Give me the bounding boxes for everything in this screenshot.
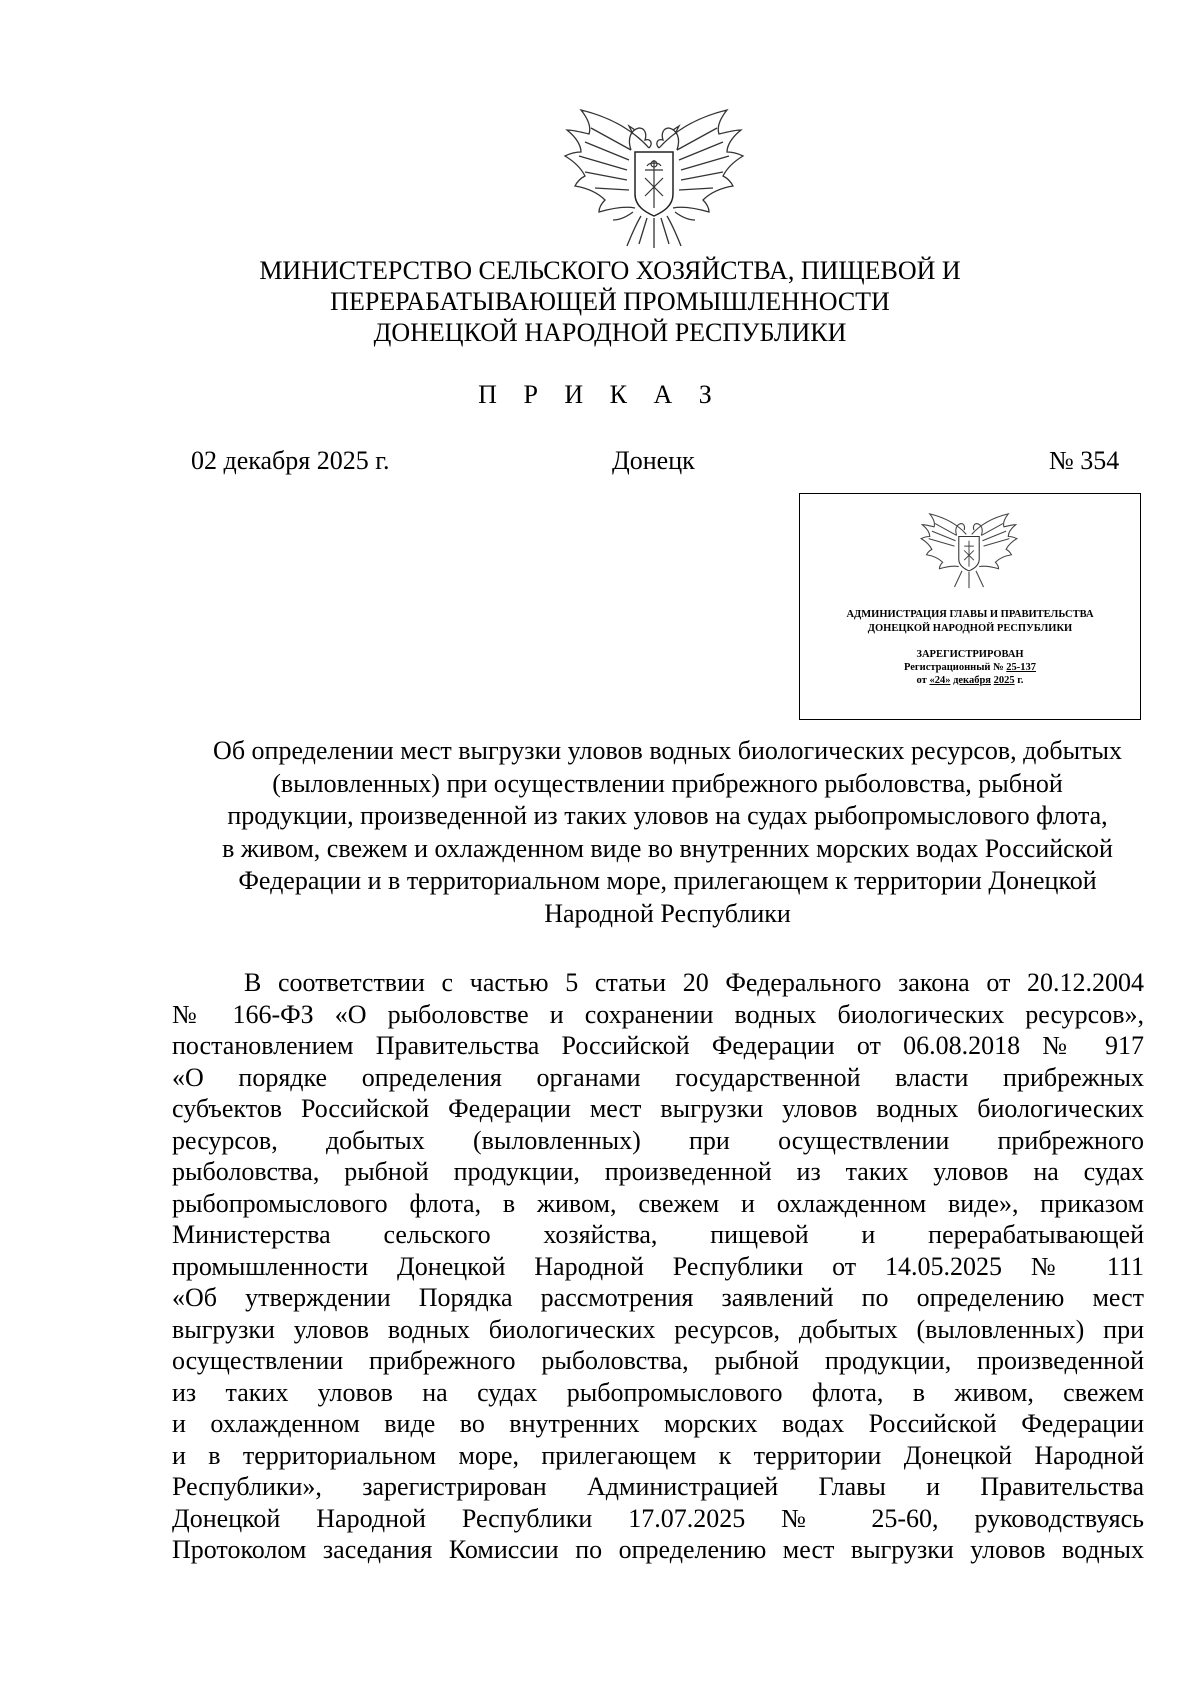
stamp-reg-number-line — [800, 661, 1140, 674]
order-date: 02 декабря 2025 г. — [191, 446, 390, 475]
stamp-reg-year: 2025 — [993, 675, 1015, 686]
title-line: продукции, произведенной из таких уловов на судах рыбопромыслового флота, — [227, 801, 1108, 830]
body-line: Министерства сельского хозяйства, пищевой и перерабатывающей — [172, 1220, 1144, 1249]
stamp-status: ЗАРЕГИСТРИРОВАН — [916, 649, 1024, 660]
stamp-administration — [800, 608, 1140, 636]
stamp-date-prefix: от — [916, 675, 930, 686]
order-title — [175, 735, 1160, 930]
body-line: промышленности Донецкой Народной Республики от 14.05.2025 № 111 — [172, 1251, 1144, 1281]
body-line: Протоколом заседания Комиссии по определению мест выгрузки уловов водных — [172, 1535, 1144, 1564]
body-line: постановлением Правительства Российской Федерации от 06.08.2018 № 917 — [172, 1031, 1144, 1060]
body-line: субъектов Российской Федерации мест выгрузки уловов водных биологических — [172, 1094, 1144, 1123]
stamp-reg-number: 25-137 — [1006, 662, 1037, 673]
body-line: Республики», зарегистрирован Администрацией Главы и Правительства — [172, 1472, 1144, 1501]
order-body — [172, 967, 1144, 1566]
title-line: в живом, свежем и охлажденном виде во внутренних морских водах Российской — [222, 833, 1113, 863]
stamp-admin-line: ДОНЕЦКОЙ НАРОДНОЙ РЕСПУБЛИКИ — [867, 623, 1073, 634]
body-line: Донецкой Народной Республики 17.07.2025 № 25-60, руководствуясь — [172, 1503, 1144, 1533]
ministry-line: ДОНЕЦКОЙ НАРОДНОЙ РЕСПУБЛИКИ — [373, 318, 847, 347]
body-line: В соответствии с частью 5 статьи 20 Федерального закона от 20.12.2004 — [244, 968, 1144, 997]
body-line: «Об утверждении Порядка рассмотрения заявлений по определению мест — [172, 1283, 1144, 1312]
ministry-line: ПЕРЕРАБАТЫВАЮЩЕЙ ПРОМЫШЛЕННОСТИ — [330, 287, 890, 316]
ministry-line: МИНИСТЕРСТВО СЕЛЬСКОГО ХОЗЯЙСТВА, ПИЩЕВОЙ И — [259, 256, 961, 285]
title-line: Народной Республики — [544, 898, 791, 928]
body-line: ресурсов, добытых (выловленных) при осуществлении прибрежного — [172, 1125, 1144, 1155]
body-line: рыболовства, рыбной продукции, произведенной из таких уловов на судах — [172, 1157, 1144, 1186]
title-line: Федерации и в территориальном море, прилегающем к территории Донецкой — [238, 866, 1097, 895]
document-type: П Р И К А З — [478, 380, 722, 409]
body-line: и в территориальном море, прилегающем к территории Донецкой Народной — [172, 1440, 1144, 1470]
body-line: выгрузки уловов водных биологических ресурсов, добытых (выловленных) при — [172, 1314, 1144, 1344]
stamp-registration — [800, 648, 1140, 687]
title-line: Об определении мест выгрузки уловов водных биологических ресурсов, добытых — [213, 736, 1122, 765]
body-line: и охлажденном виде во внутренних морских водах Российской Федерации — [172, 1409, 1144, 1438]
stamp-reg-month: декабря — [953, 675, 991, 686]
coat-of-arms-emblem — [561, 108, 747, 250]
stamp-date-suffix: г. — [1014, 675, 1024, 686]
stamp-emblem-icon — [919, 512, 1019, 590]
order-number: № 354 — [1049, 446, 1120, 475]
body-line: рыбопромыслового флота, в живом, свежем и охлажденном виде», приказом — [172, 1188, 1144, 1218]
registration-stamp — [799, 493, 1141, 720]
stamp-date-line — [800, 674, 1140, 687]
body-line: осуществлении прибрежного рыболовства, рыбной продукции, произведенной — [172, 1346, 1144, 1375]
body-line: «О порядке определения органами государственной власти прибрежных — [172, 1062, 1144, 1092]
stamp-reg-prefix: Регистрационный № — [903, 662, 1007, 673]
order-city: Донецк — [612, 446, 695, 475]
body-line: № 166-ФЗ «О рыболовстве и сохранении водных биологических ресурсов», — [172, 999, 1144, 1029]
stamp-reg-day: «24» — [929, 675, 951, 686]
title-line: (выловленных) при осуществлении прибрежного рыболовства, рыбной — [272, 768, 1063, 798]
body-line: из таких уловов на судах рыбопромыслового флота, в живом, свежем — [172, 1377, 1144, 1407]
ministry-name — [180, 255, 1040, 348]
stamp-admin-line: АДМИНИСТРАЦИЯ ГЛАВЫ И ПРАВИТЕЛЬСТВА — [846, 609, 1094, 620]
